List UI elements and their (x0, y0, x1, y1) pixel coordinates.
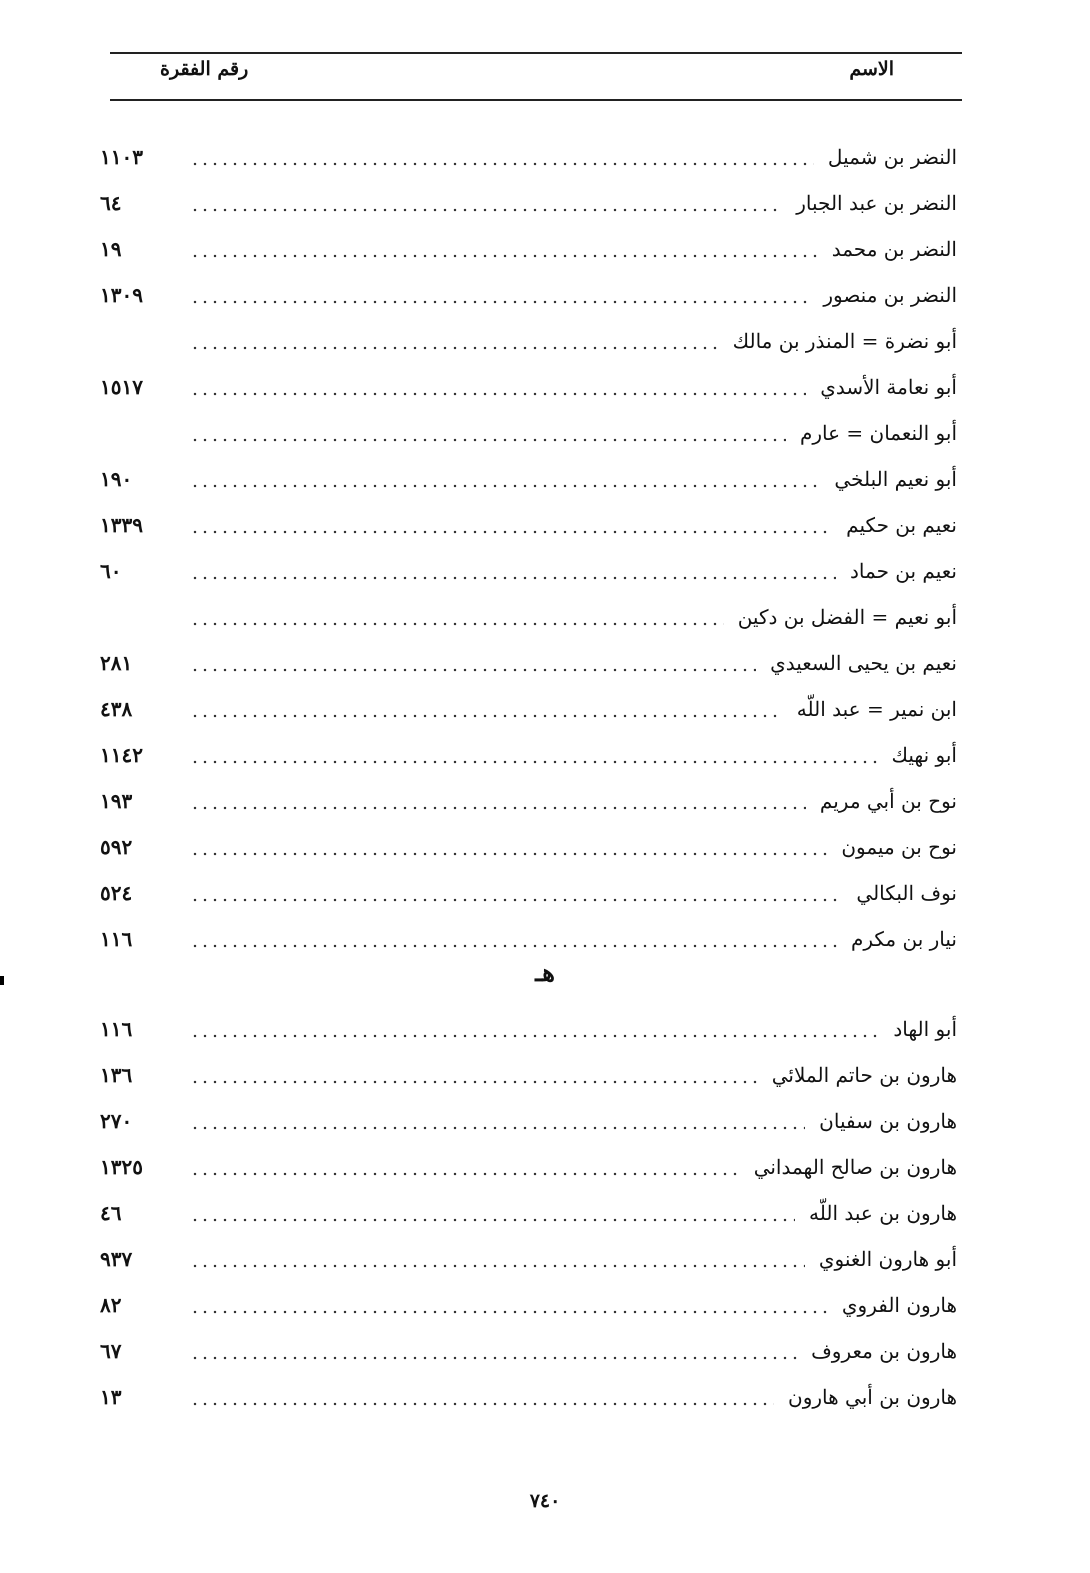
entry-name: أبو نعيم البلخي (834, 467, 957, 491)
index-entry (100, 1374, 957, 1420)
name-column-header: الاسم (849, 58, 894, 80)
entry-number: ١٣ (100, 1385, 122, 1409)
entry-name: أبو نضرة = المنذر بن مالك (732, 329, 957, 353)
entry-name: هارون بن حاتم الملائي (771, 1063, 957, 1087)
entry-name: النضر بن عبد الجبار (796, 191, 957, 215)
leader-dots (190, 1157, 740, 1177)
entry-number: ٦٤ (100, 191, 122, 215)
entry-number: ٤٦ (100, 1201, 122, 1225)
index-entry (100, 456, 957, 502)
leader-dots (190, 791, 806, 811)
index-entry (100, 778, 957, 824)
entry-name: نوح بن أبي مريم (819, 789, 957, 813)
entry-name: أبو نهيك (891, 743, 957, 767)
entry-number: ١١٠٣ (100, 145, 143, 169)
section-letter-heading: هـ (535, 958, 555, 987)
leader-dots (190, 239, 818, 259)
index-entry (100, 1328, 957, 1374)
leader-dots (190, 929, 837, 949)
entry-name: هارون بن عبد اللّه (809, 1201, 957, 1225)
index-entry (100, 1144, 957, 1190)
entry-number: ١٥١٧ (100, 375, 143, 399)
entry-number: ١٩ (100, 237, 122, 261)
leader-dots (190, 1065, 758, 1085)
entry-name: نعيم بن يحيى السعيدي (770, 651, 957, 675)
entry-number: ١٣٦ (100, 1063, 133, 1087)
leader-dots (190, 469, 820, 489)
index-list-ha (100, 1006, 957, 1420)
index-entry (100, 1282, 957, 1328)
entry-name: هارون بن سفيان (819, 1109, 957, 1133)
index-entry (100, 226, 957, 272)
number-column-header: رقم الفقرة (160, 58, 249, 80)
entry-name: نوح بن ميمون (841, 835, 957, 859)
entry-name: أبو الهاد (893, 1017, 957, 1041)
index-entry (100, 594, 957, 640)
entry-number: ٨٢ (100, 1293, 122, 1317)
index-entry (100, 686, 957, 732)
leader-dots (190, 147, 814, 167)
entry-number: ١٩٣ (100, 789, 133, 813)
entry-name: أبو النعمان = عارم (799, 421, 957, 445)
entry-name: نعيم بن حكيم (846, 513, 957, 537)
index-entry (100, 1098, 957, 1144)
entry-name: النضر بن شميل (827, 145, 957, 169)
leader-dots (190, 1341, 797, 1361)
index-entry (100, 318, 957, 364)
entry-number: ١١٦ (100, 927, 133, 951)
entry-number: ٤٣٨ (100, 697, 133, 721)
index-entry (100, 410, 957, 456)
entry-number: ٩٣٧ (100, 1247, 133, 1271)
leader-dots (190, 331, 719, 351)
entry-name: هارون الفروي (841, 1293, 957, 1317)
entry-name: هارون بن صالح الهمداني (753, 1155, 957, 1179)
header-top-rule (110, 52, 962, 54)
page-number: ٧٤٠ (529, 1490, 561, 1512)
margin-mark (0, 976, 4, 985)
header-bottom-rule (110, 99, 962, 101)
entry-name: هارون بن معروف (811, 1339, 957, 1363)
index-entry (100, 640, 957, 686)
entry-number: ١١٦ (100, 1017, 133, 1041)
leader-dots (190, 423, 786, 443)
index-entry (100, 1190, 957, 1236)
entry-number: ٥٢٤ (100, 881, 133, 905)
leader-dots (190, 607, 724, 627)
index-entry (100, 364, 957, 410)
entry-number: ٦٠ (100, 559, 122, 583)
entry-number: ١٣٣٩ (100, 513, 143, 537)
index-entry (100, 916, 957, 962)
entry-name: أبو هارون الغنوي (818, 1247, 957, 1271)
entry-name: نعيم بن حماد (850, 559, 957, 583)
index-entry (100, 1006, 957, 1052)
leader-dots (190, 653, 756, 673)
index-entry (100, 1052, 957, 1098)
entry-number: ١٣٠٩ (100, 283, 143, 307)
entry-number: ١٩٠ (100, 467, 133, 491)
leader-dots (190, 745, 878, 765)
index-entry (100, 502, 957, 548)
entry-name: نيار بن مكرم (850, 927, 957, 951)
index-entry (100, 134, 957, 180)
entry-name: هارون بن أبي هارون (788, 1385, 957, 1409)
entry-name: النضر بن منصور (823, 283, 957, 307)
leader-dots (190, 193, 782, 213)
entry-name: أبو نعامة الأسدي (820, 375, 957, 399)
leader-dots (190, 699, 783, 719)
entry-name: أبو نعيم = الفضل بن دكين (737, 605, 957, 629)
index-entry (100, 1236, 957, 1282)
entry-number: ٥٩٢ (100, 835, 133, 859)
leader-dots (190, 515, 832, 535)
index-entry (100, 272, 957, 318)
entry-number: ٢٨١ (100, 651, 133, 675)
leader-dots (190, 1019, 879, 1039)
index-list-nun (100, 134, 957, 962)
leader-dots (190, 377, 806, 397)
leader-dots (190, 1111, 805, 1131)
entry-number: ١١٤٢ (100, 743, 143, 767)
index-entry (100, 732, 957, 778)
leader-dots (190, 1387, 774, 1407)
entry-name: النضر بن محمد (831, 237, 957, 261)
leader-dots (190, 1203, 795, 1223)
entry-number: ٦٧ (100, 1339, 122, 1363)
index-entry (100, 824, 957, 870)
leader-dots (190, 1249, 805, 1269)
entry-number: ٢٧٠ (100, 1109, 133, 1133)
entry-name: نوف البكالي (856, 881, 957, 905)
leader-dots (190, 561, 836, 581)
leader-dots (190, 1295, 828, 1315)
leader-dots (190, 285, 809, 305)
entry-name: ابن نمير = عبد اللّه (796, 697, 957, 721)
entry-number: ١٣٢٥ (100, 1155, 143, 1179)
leader-dots (190, 837, 827, 857)
leader-dots (190, 883, 842, 903)
index-entry (100, 870, 957, 916)
index-entry (100, 180, 957, 226)
index-entry (100, 548, 957, 594)
